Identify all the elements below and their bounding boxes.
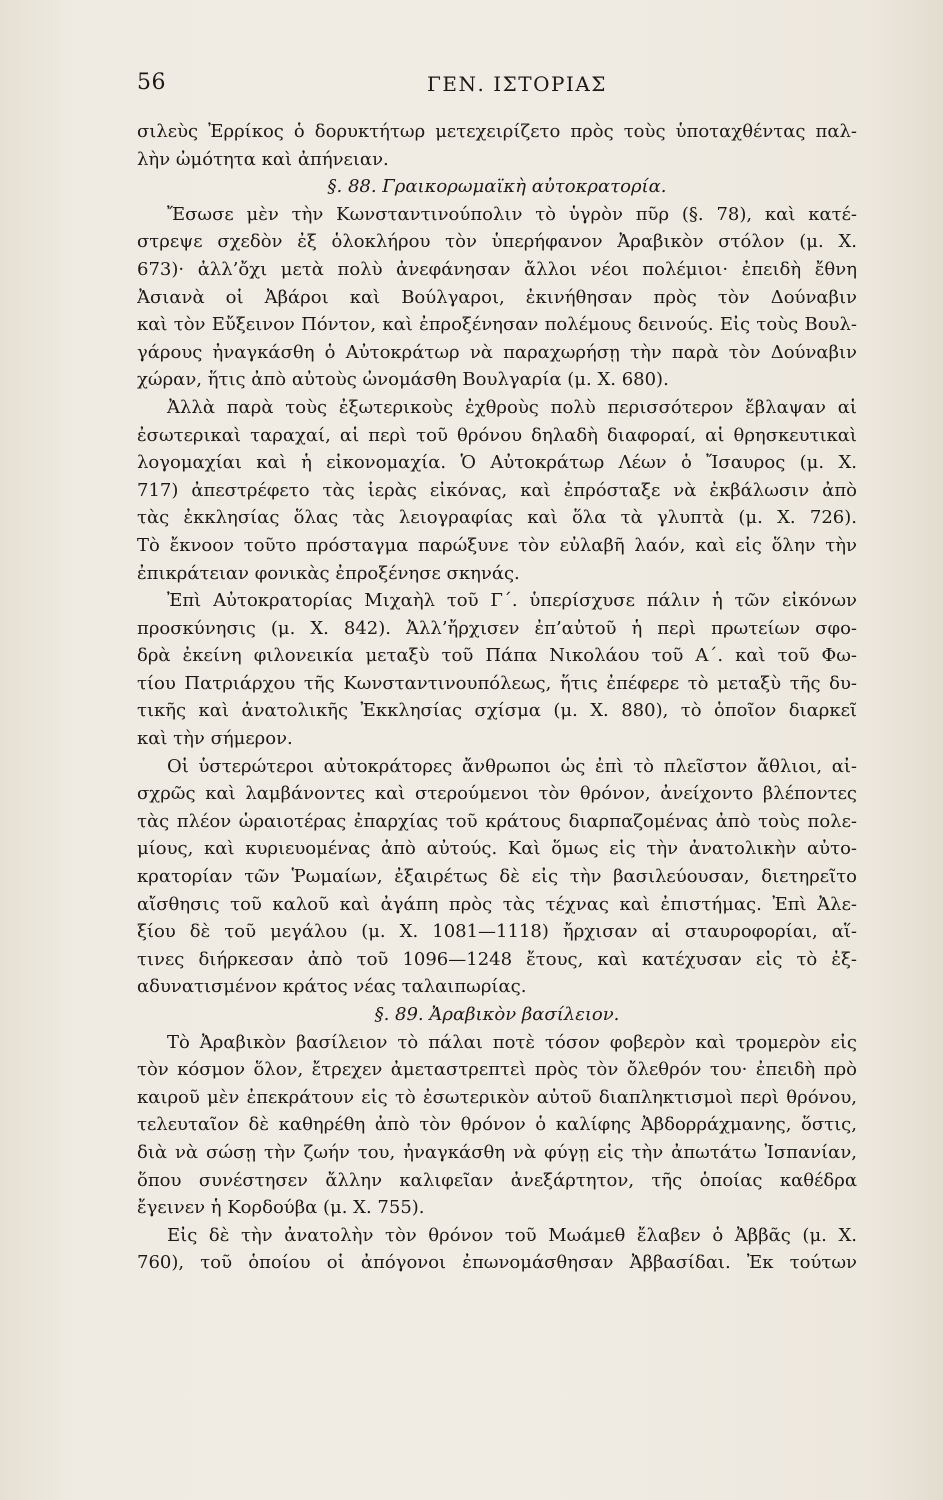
text-line: αἴσθησις τοῦ καλοῦ καὶ ἀγάπη πρὸς τὰς τέχνας καὶ ἐπιστήμας. Ἐπὶ Ἀλε- — [137, 893, 857, 915]
text-line: τὰς πλέον ὡραιοτέρας ἐπαρχίας τοῦ κράτους διαρπαζομένας ἀπὸ τοὺς πολε- — [137, 810, 857, 832]
text-line: προσκύνησις (μ. Χ. 842). Ἀλλ’ἤρχισεν ἐπ’αὐτοῦ ἡ περὶ πρωτείων σφο- — [137, 617, 857, 639]
page-header — [137, 70, 863, 102]
text-line: γάρους ἠναγκάσθη ὁ Αὐτοκράτωρ νὰ παραχωρήσῃ τὴν παρὰ τὸν Δούναβιν — [137, 341, 857, 363]
text-line: στρεψε σχεδὸν ἐξ ὁλοκλήρου τὸν ὑπερήφανον Ἀραβικὸν στόλον (μ. Χ. — [137, 231, 857, 253]
text-line: διὰ νὰ σώσῃ τὴν ζωήν του, ἠναγκάσθη νὰ φύγῃ εἰς τὴν ἀπωτάτω Ἰσπανίαν, — [137, 1141, 857, 1163]
paragraph-first-line: Τὸ Ἀραβικὸν βασίλειον τὸ πάλαι ποτὲ τόσον φοβερὸν καὶ τρομερὸν εἰς — [167, 1031, 857, 1053]
page-number: 56 — [137, 70, 166, 95]
text-line: Τὸ ἔκνοον τοῦτο πρόσταγμα παρώξυνε τὸν εὐλαβῆ λαόν, καὶ εἰς ὅλην τὴν — [137, 534, 857, 556]
paragraph-first-line: Ἐπὶ Αὐτοκρατορίας Μιχαὴλ τοῦ Γ΄. ὑπερίσχυσε πάλιν ἡ τῶν εἰκόνων — [167, 590, 857, 612]
section-heading: §. 88. Γραικορωμαϊκὴ αὐτοκρατορία. — [327, 176, 667, 198]
text-line: τίου Πατριάρχου τῆς Κωνσταντινουπόλεως, ἥτις ἐπέφερε τὸ μεταξὺ τῆς δυ- — [137, 672, 857, 694]
paragraph-last-line: καὶ τὴν σήμερον. — [137, 728, 293, 750]
text-line: Ἀσιανὰ οἱ Ἀβάροι καὶ Βούλγαροι, ἐκινήθησαν πρὸς τὸν Δούναβιν — [137, 286, 857, 308]
section-heading: §. 89. Ἀραβικὸν βασίλειον. — [374, 1004, 620, 1025]
text-line: τινες διήρκεσαν ἀπὸ τοῦ 1096—1248 ἔτους, καὶ κατέχυσαν εἰς τὸ ἐξ- — [137, 948, 857, 970]
text-line: σιλεὺς Ἐρρίκος ὁ δορυκτήτωρ μετεχειρίζετο πρὸς τοὺς ὑποταχθέντας παλ- — [137, 121, 857, 142]
text-line: κρατορίαν τῶν Ῥωμαίων, ἐξαιρέτως δὲ εἰς τὴν βασιλεύουσαν, διετηρεῖτο — [137, 866, 857, 888]
text-line: λογομαχίαι καὶ ἡ εἰκονομαχία. Ὁ Αὐτοκράτωρ Λέων ὁ Ἴσαυρος (μ. Χ. — [137, 452, 857, 474]
page-body-text — [137, 118, 857, 1277]
text-line: τελευταῖον δὲ καθηρέθη ἀπὸ τὸν θρόνον ὁ καλίφης Ἀβδορράχμανης, ὅστις, — [137, 1114, 857, 1136]
paragraph-last-line: λὴν ὠμότητα καὶ ἀπήνειαν. — [137, 148, 389, 170]
text-line: δρὰ ἐκείνη φιλονεικία μεταξὺ τοῦ Πάπα Νικολάου τοῦ Α΄. καὶ τοῦ Φω- — [137, 645, 857, 667]
paragraph-first-line: Οἱ ὑστερώτεροι αὐτοκράτορες ἄνθρωποι ὡς ἐπὶ τὸ πλεῖστον ἄθλιοι, αἰ- — [167, 755, 857, 777]
text-line: ὅπου συνέστησεν ἄλλην καλιφεῖαν ἀνεξάρτητον, τῆς ὁποίας καθέδρα — [137, 1169, 857, 1191]
running-title: ΓΕΝ. ΙΣΤΟΡΙΑΣ — [427, 72, 607, 96]
text-line: 760), τοῦ ὁποίου οἱ ἀπόγονοι ἐπωνομάσθησαν Ἀββασίδαι. Ἐκ τούτων — [137, 1252, 857, 1274]
paragraph-first-line: Εἰς δὲ τὴν ἀνατολὴν τὸν θρόνον τοῦ Μωάμεθ ἔλαβεν ὁ Ἀββᾶς (μ. Χ. — [167, 1224, 857, 1246]
text-line: καιροῦ μὲν ἐπεκράτουν εἰς τὸ ἐσωτερικὸν αὐτοῦ διαπληκτισμοὶ περὶ θρόνου, — [137, 1086, 857, 1108]
text-line: τικῆς καὶ ἀνατολικῆς Ἐκκλησίας σχίσμα (μ. Χ. 880), τὸ ὁποῖον διαρκεῖ — [137, 700, 857, 722]
paragraph-last-line: ἐπικράτειαν φονικὰς ἐπροξένησε σκηνάς. — [137, 562, 520, 584]
text-line: ξίου δὲ τοῦ μεγάλου (μ. Χ. 1081—1118) ἤρχισαν αἱ σταυροφορίαι, αἵ- — [137, 921, 857, 943]
text-line: 717) ἀπεστρέφετο τὰς ἱερὰς εἰκόνας, καὶ ἐπρόσταξε νὰ ἐκβάλωσιν ἀπὸ — [137, 479, 857, 501]
paragraph-first-line: Ἔσωσε μὲν τὴν Κωνσταντινούπολιν τὸ ὑγρὸν πῦρ (§. 78), καὶ κατέ- — [167, 203, 857, 225]
text-line: 673)· ἀλλ’ὄχι μετὰ πολὺ ἀνεφάνησαν ἄλλοι νέοι πολέμιοι· ἐπειδὴ ἔθνη — [137, 258, 857, 280]
paragraph-last-line: χώραν, ἥτις ἀπὸ αὐτοὺς ὠνομάσθη Βουλγαρία (μ. Χ. 680). — [137, 369, 669, 391]
paragraph-last-line: αδυνατισμένον κράτος νέας ταλαιπωρίας. — [137, 976, 527, 998]
text-line: ἐσωτερικαὶ ταραχαί, αἱ περὶ τοῦ θρόνου δηλαδὴ διαφοραί, αἱ θρησκευτικαὶ — [137, 424, 857, 446]
text-line: καὶ τὸν Εὔξεινον Πόντον, καὶ ἐπροξένησαν πολέμους δεινούς. Εἰς τοὺς Βουλ- — [137, 314, 857, 336]
text-line: σχρῶς καὶ λαμβάνοντες καὶ στερούμενοι τὸν θρόνον, ἀνείχοντο βλέποντες — [137, 783, 857, 805]
paragraph-last-line: ἔγεινεν ἡ Κορδούβα (μ. Χ. 755). — [137, 1197, 425, 1219]
text-line: τὸν κόσμον ὅλον, ἔτρεχεν ἀμεταστρεπτεὶ πρὸς τὸν ὄλεθρόν του· ἐπειδὴ πρὸ — [137, 1059, 857, 1081]
text-line: τὰς ἐκκλησίας ὅλας τὰς λειογραφίας καὶ ὅλα τὰ γλυπτὰ (μ. Χ. 726). — [137, 507, 857, 529]
paragraph-first-line: Ἀλλὰ παρὰ τοὺς ἐξωτερικοὺς ἐχθροὺς πολὺ περισσότερον ἔβλαψαν αἱ — [167, 396, 857, 418]
text-line: μίους, καὶ κυριευομένας ἀπὸ αὐτούς. Καὶ ὅμως εἰς τὴν ἀνατολικὴν αὐτο- — [137, 838, 857, 860]
